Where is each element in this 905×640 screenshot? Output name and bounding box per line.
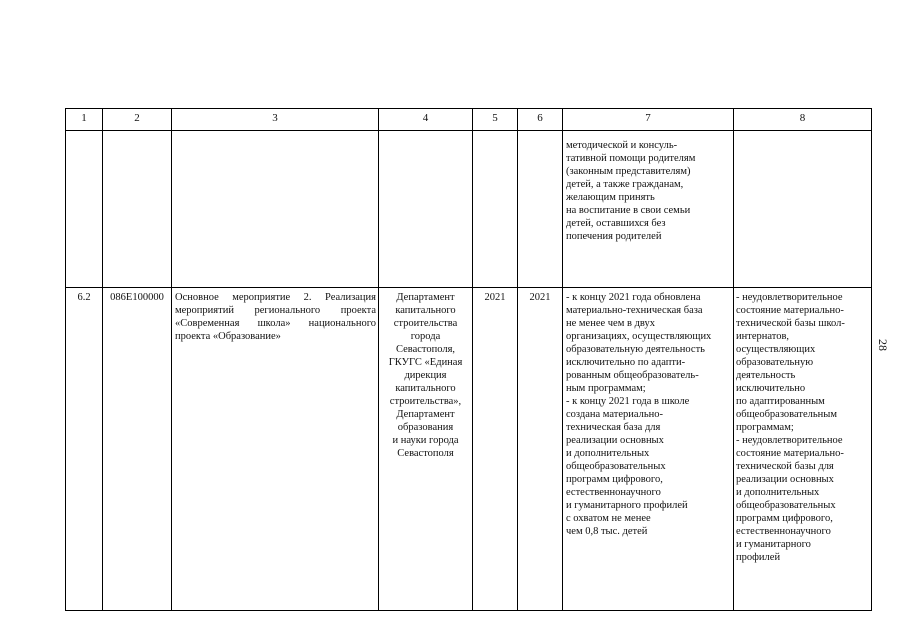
row-activity-name: Основное мероприятие 2. Реализация мероприятий регионального проекта «Современная школа» национального проекта «Образование» xyxy=(175,292,376,342)
header-col-6: 6 xyxy=(537,112,543,124)
header-col-2: 2 xyxy=(134,112,140,124)
row-code: 086E100000 xyxy=(110,292,164,303)
col-border-6 xyxy=(562,108,563,611)
row-executor: Департамент капитального строительства города Севастополя, ГКУГС «Единая дирекция капитального строительства», Департамент образования и науки города Севастополя xyxy=(388,292,463,459)
table-bottom-border xyxy=(65,610,872,611)
header-bottom-border xyxy=(65,130,872,131)
row-number: 6.2 xyxy=(77,292,91,303)
header-col-4: 4 xyxy=(422,112,429,124)
col-border-2 xyxy=(171,108,172,611)
row-end-year: 2021 xyxy=(529,292,551,303)
col-border-4 xyxy=(472,108,473,611)
col-border-7 xyxy=(733,108,734,611)
row-separator xyxy=(65,287,872,288)
col-border-1 xyxy=(102,108,103,611)
col-border-5 xyxy=(517,108,518,611)
row-start-year: 2021 xyxy=(484,292,506,303)
col-border-0 xyxy=(65,108,66,611)
header-col-8: 8 xyxy=(799,112,806,124)
page-number: 28 xyxy=(876,339,890,351)
header-col-5: 5 xyxy=(492,112,498,124)
header-col-3: 3 xyxy=(272,112,278,124)
header-col-1: 1 xyxy=(81,112,87,124)
header-col-7: 7 xyxy=(645,112,651,124)
table-top-border xyxy=(65,108,872,109)
row-expected-result: - к концу 2021 года обновлена материально-техническая база не менее чем в двух организациях, осуществляющих образовательную деятельность исключительно по адапти- рованным общеобразователь- ным программам; - к концу 2021 года в школе создана материально- техническая база для реализации основных и дополнительных общеобразовательных программ цифрового, естественнонаучного и гуманитарного профилей с охватом не менее чем 0,8 тыс. детей xyxy=(566,292,712,537)
row-consequences: - неудовлетворительное состояние материально- технической базы школ- интернатов, осуществляющих образовательную деятельность исключительно по адаптированным общеобразовательным программам; - неудовлетворительное состояние материально- технической базы для реализации основных и дополнительных общеобразовательных программ цифрового, естественнонаучного и гуманитарного профилей xyxy=(736,292,845,563)
continuation-result-text: методической и консуль- тативной помощи родителям (законным представителям) детей, а также гражданам, желающим принять на воспитание в свои семьи детей, оставшихся без попечения родителей xyxy=(566,140,696,242)
